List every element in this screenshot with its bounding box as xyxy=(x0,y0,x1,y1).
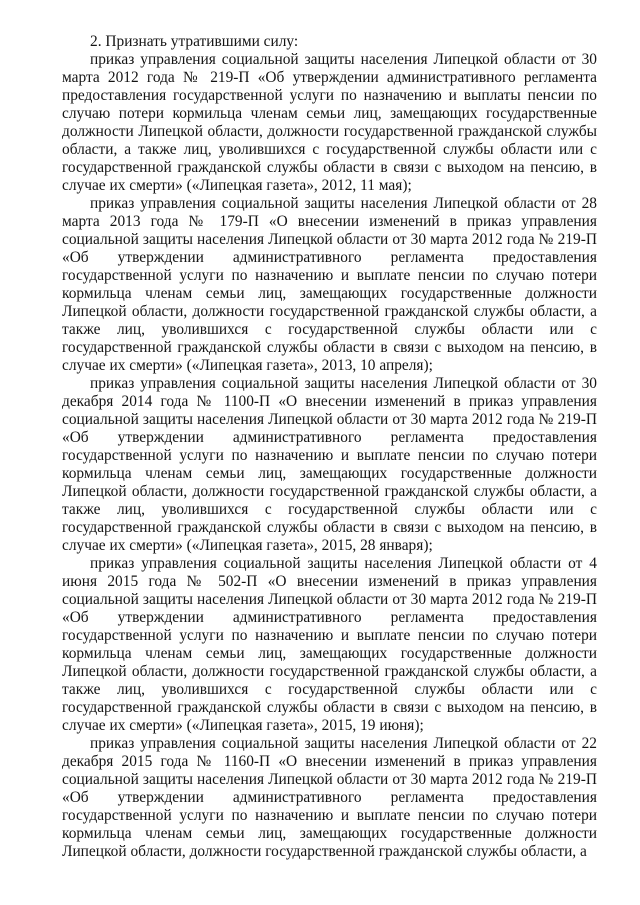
paragraph-order-1100: приказ управления социальной защиты населения Липецкой области от 30 декабря 2014 года № 1100-П «О внесении изменений в приказ управления социальной защиты населения Липецкой области от 30 марта 2012 года № 219-П «Об утверждении административного регламента предоставления государственной услуги по назначению и выплате пенсии по случаю потери кормильца членам семьи лиц, замещающих государственные должности Липецкой области, должности государственной гражданской службы области, а также лиц, уволившихся с государственной службы области или с государственной гражданской службы области в связи с выходом на пенсию, в случае их смерти» («Липецкая газета», 2015, 28 января); xyxy=(62,375,597,554)
section-heading: 2. Признать утратившими силу: xyxy=(90,33,299,50)
paragraph-order-179: приказ управления социальной защиты населения Липецкой области от 28 марта 2013 года № 179-П «О внесении изменений в приказ управления социальной защиты населения Липецкой области от 30 марта 2012 года № 219-П «Об утверждении административного регламента предоставления государственной услуги по назначению и выплате пенсии по случаю потери кормильца членам семьи лиц, замещающих государственные должности Липецкой области, должности государственной гражданской службы области, а также лиц, уволившихся с государственной службы области или с государственной гражданской службы области в связи с выходом на пенсию, в случае их смерти» («Липецкая газета», 2013, 10 апреля); xyxy=(62,195,597,374)
paragraph-order-1160: приказ управления социальной защиты населения Липецкой области от 22 декабря 2015 года № 1160-П «О внесении изменений в приказ управления социальной защиты населения Липецкой области от 30 марта 2012 года № 219-П «Об утверждении административного регламента предоставления государственной услуги по назначению и выплате пенсии по случаю потери кормильца членам семьи лиц, замещающих государственные должности Липецкой области, должности государственной гражданской службы области, а xyxy=(62,735,597,860)
paragraph-order-219: приказ управления социальной защиты населения Липецкой области от 30 марта 2012 года № 219-П «Об утверждении административного регламента предоставления государственной услуги по назначению и выплаты пенсии по случаю потери кормильца членам семьи лиц, замещающих государственные должности Липецкой области, должности государственной гражданской службы области, а также лиц, уволившихся с государственной службы области или с государственной гражданской службы области в связи с выходом на пенсию, в случае их смерти» («Липецкая газета», 2012, 11 мая); xyxy=(62,51,597,194)
paragraph-order-502: приказ управления социальной защиты населения Липецкой области от 4 июня 2015 года № 502-П «О внесении изменений в приказ управления социальной защиты населения Липецкой области от 30 марта 2012 года № 219-П «Об утверждении административного регламента предоставления государственной услуги по назначению и выплате пенсии по случаю потери кормильца членам семьи лиц, замещающих государственные должности Липецкой области, должности государственной гражданской службы области, а также лиц, уволившихся с государственной службы области или с государственной гражданской службы области в связи с выходом на пенсию, в случае их смерти» («Липецкая газета», 2015, 19 июня); xyxy=(62,555,597,734)
